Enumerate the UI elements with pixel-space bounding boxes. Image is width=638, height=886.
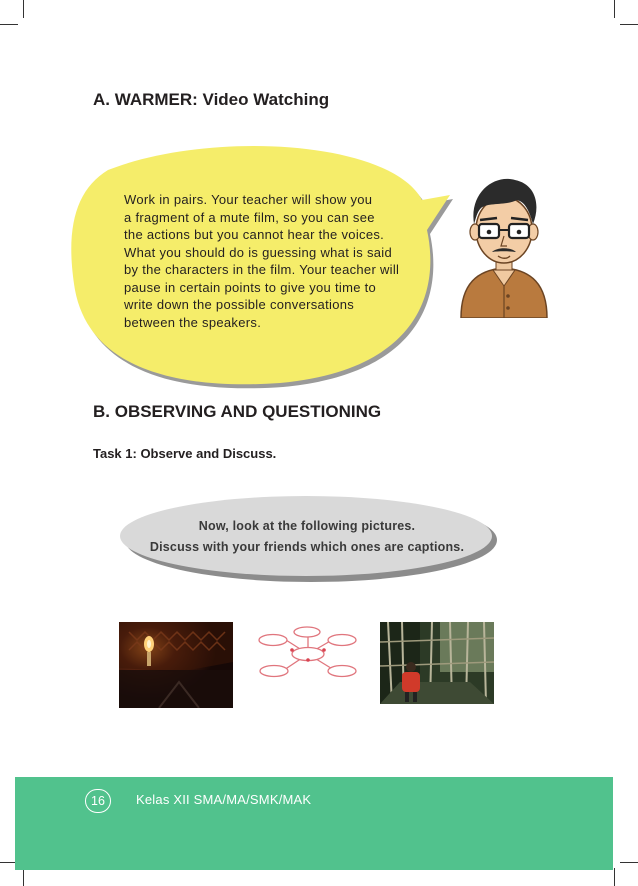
page-number: 16: [85, 789, 111, 813]
book-title: Kelas XII SMA/MA/SMK/MAK: [136, 792, 312, 807]
teacher-illustration: [455, 172, 553, 318]
warmer-instruction: [124, 191, 434, 331]
instruction-line: the actions but you cannot hear the voices.: [124, 227, 385, 242]
task-title: Task 1: Observe and Discuss.: [93, 446, 277, 461]
section-a-title: A. WARMER: Video Watching: [93, 90, 330, 109]
prompt-line: Now, look at the following pictures.: [198, 519, 416, 533]
prompt-line: Discuss with your friends which ones are captions.: [149, 540, 465, 554]
crop-mark: [23, 868, 24, 886]
crop-mark: [614, 0, 615, 18]
crop-mark: [0, 24, 18, 25]
section-b-title: B. OBSERVING AND QUESTIONING: [93, 402, 382, 421]
instruction-line: Work in pairs. Your teacher will show you: [124, 192, 373, 207]
instruction-line: between the speakers.: [124, 314, 262, 330]
mind-map-diagram: [256, 626, 358, 680]
discussion-prompt: [122, 516, 492, 558]
instruction-line: a fragment of a mute film, so you can see: [124, 209, 375, 225]
crop-mark: [620, 862, 638, 863]
crop-mark: [23, 0, 24, 18]
instruction-line: What you should do is guessing what is said: [124, 244, 392, 260]
crop-mark: [614, 868, 615, 886]
instruction-line: by the characters in the film. Your teacher will: [124, 262, 400, 277]
hiker-photo: [380, 622, 494, 704]
instruction-line: write down the possible conversations: [124, 297, 355, 312]
instruction-line: pause in certain points to give you time to: [124, 279, 377, 295]
candle-photo: [119, 622, 233, 708]
crop-mark: [620, 24, 638, 25]
